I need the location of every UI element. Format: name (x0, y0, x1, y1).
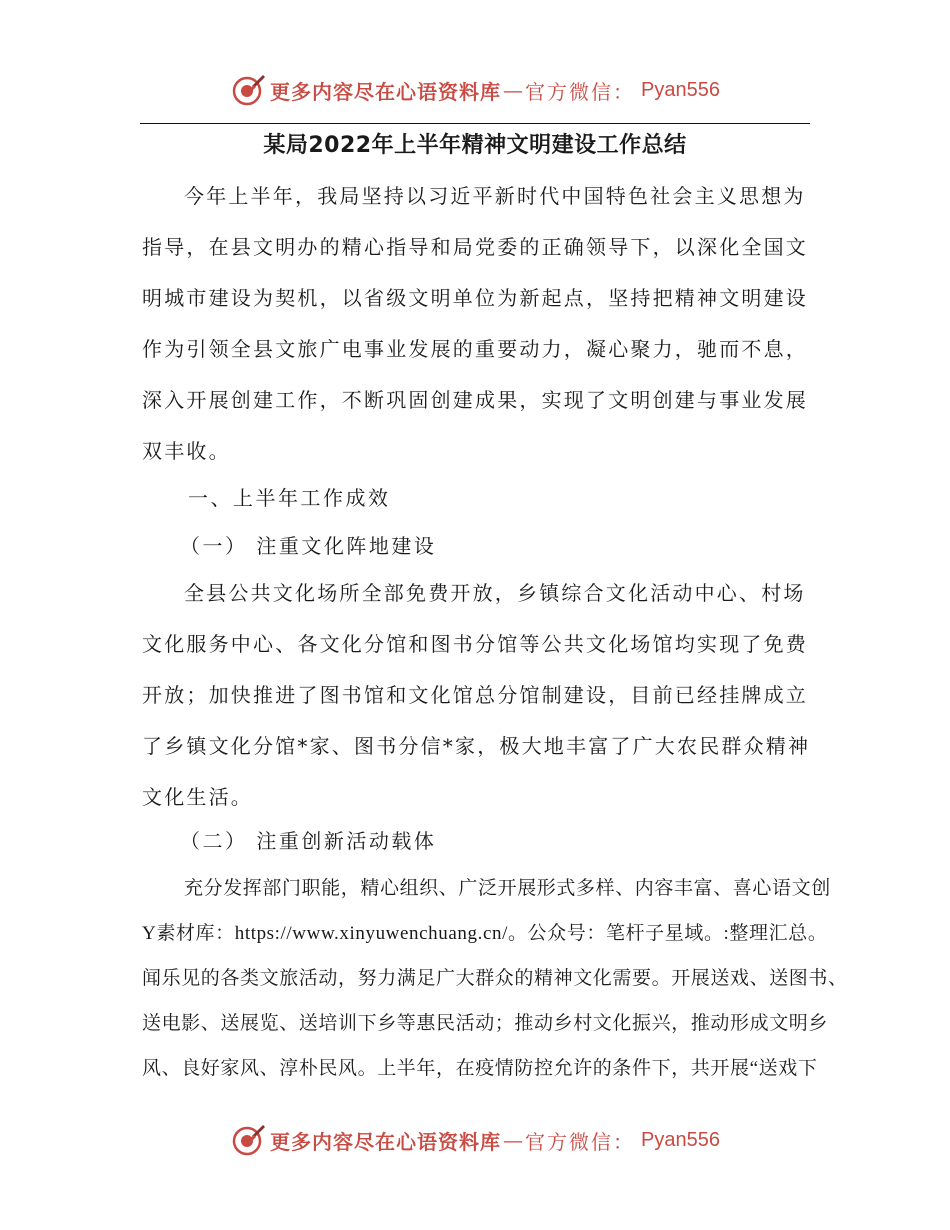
section2-line: 送电影、送展览、送培训下乡等惠民活动；推动乡村文化振兴，推动形成文明乡 (142, 1013, 829, 1034)
intro-line: 今年上半年，我局坚持以习近平新时代中国特色社会主义思想为 (184, 184, 806, 208)
intro-line: 指导，在县文明办的精心指导和局党委的正确领导下，以深化全国文 (142, 235, 808, 259)
pen-logo-icon (230, 72, 266, 108)
section1-line: 了乡镇文化分馆*家、图书分信*家，极大地丰富了广大农民群众精神 (142, 734, 811, 758)
title-rule (140, 123, 810, 124)
intro-paragraph (142, 171, 808, 477)
document-title: 某局2022年上半年精神文明建设工作总结 (263, 133, 687, 158)
section1-line: 文化服务中心、各文化分馆和图书分馆等公共文化场馆均实现了免费 (142, 632, 808, 656)
header-watermark-banner (0, 68, 950, 112)
section2-line: Y素材库：https://www.xinyuwenchuang.cn/。公众号：笔杆子星域。:整理汇总。 (142, 923, 828, 944)
footer-wechat-id: Pyan556 (641, 1128, 720, 1151)
section1-line: 文化生活。 (142, 785, 253, 809)
header-official-label: 官方微信： (525, 79, 636, 104)
footer-watermark-banner (0, 1118, 950, 1162)
section1-line: 开放；加快推进了图书馆和文化馆总分馆制建设，目前已经挂牌成立 (142, 683, 808, 707)
section2-paragraph (142, 866, 848, 1091)
section2-line: 风、良好家风、淳朴民风。上半年，在疫情防控允许的条件下，共开展“送戏下 (142, 1058, 818, 1079)
intro-line: 深入开展创建工作，不断巩固创建成果，实现了文明创建与事业发展 (142, 388, 808, 412)
section-heading-1: 一、上半年工作成效 (188, 486, 391, 510)
intro-line: 双丰收。 (142, 439, 231, 463)
header-wechat-id: Pyan556 (641, 78, 720, 101)
header-brand-text: 更多内容尽在心语资料库 (270, 79, 502, 104)
footer-dash: — (503, 1128, 524, 1152)
intro-line: 作为引领全县文旅广电事业发展的重要动力，凝心聚力，驰而不息， (142, 337, 808, 361)
section2-line: 充分发挥部门职能，精心组织、广泛开展形式多样、内容丰富、喜心语文创 (184, 878, 831, 899)
intro-line: 明城市建设为契机，以省级文明单位为新起点，坚持把精神文明建设 (142, 286, 808, 310)
footer-official-label: 官方微信： (525, 1129, 636, 1154)
header-dash: — (503, 78, 524, 102)
subsection-heading-1: （一） 注重文化阵地建设 (180, 534, 437, 558)
footer-brand-text: 更多内容尽在心语资料库 (270, 1129, 502, 1154)
section2-line: 闻乐见的各类文旅活动，努力满足广大群众的精神文化需要。开展送戏、送图书、 (142, 968, 848, 989)
section1-line: 全县公共文化场所全部免费开放，乡镇综合文化活动中心、村场 (184, 581, 806, 605)
section1-paragraph (142, 568, 811, 823)
pen-logo-icon (230, 1122, 266, 1158)
subsection-heading-2: （二） 注重创新活动载体 (180, 829, 437, 853)
